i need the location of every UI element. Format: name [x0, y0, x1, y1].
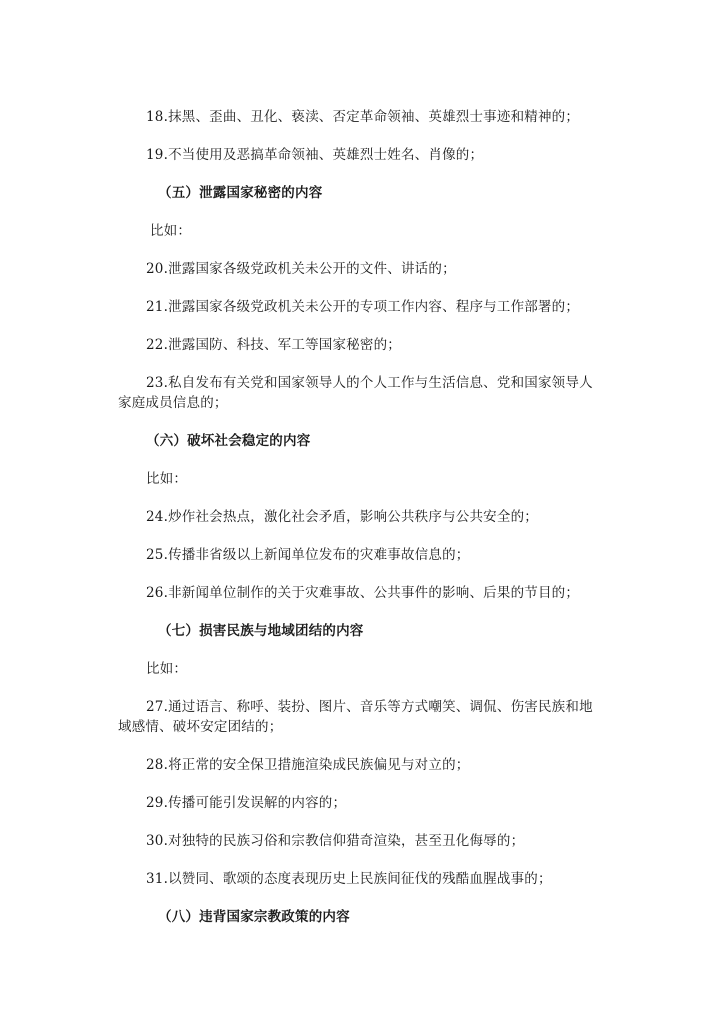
item-18: 18.抹黑、歪曲、丑化、亵渎、否定革命领袖、英雄烈士事迹和精神的； [146, 109, 580, 125]
item-28: 28.将正常的安全保卫措施渲染成民族偏见与对立的； [146, 757, 470, 773]
item-20: 20.泄露国家各级党政机关未公开的文件、讲话的； [146, 261, 456, 277]
example-label: 比如： [146, 661, 188, 677]
item-27-line-2: 域感情、破坏安定团结的； [118, 719, 283, 735]
item-23-line-2: 家庭成员信息的； [118, 395, 228, 411]
item-22: 22.泄露国防、科技、军工等国家秘密的； [146, 337, 401, 353]
item-23-line-1: 23.私自发布有关党和国家领导人的个人工作与生活信息、党和国家领导人 [146, 375, 593, 391]
example-label: 比如： [150, 223, 192, 239]
section-heading-7: （七）损害民族与地域团结的内容 [158, 623, 364, 639]
section-heading-5: （五）泄露国家秘密的内容 [158, 185, 323, 201]
item-27-line-1: 27.通过语言、称呼、装扮、图片、音乐等方式嘲笑、调侃、伤害民族和地 [146, 699, 593, 715]
item-19: 19.不当使用及恶搞革命领袖、英雄烈士姓名、肖像的； [146, 147, 484, 163]
section-heading-8: （八）违背国家宗教政策的内容 [158, 909, 350, 925]
item-29: 29.传播可能引发误解的内容的； [146, 795, 347, 811]
section-heading-6: （六）破坏社会稳定的内容 [146, 433, 311, 449]
item-30: 30.对独特的民族习俗和宗教信仰猎奇渲染，甚至丑化侮辱的； [146, 833, 525, 849]
item-21: 21.泄露国家各级党政机关未公开的专项工作内容、程序与工作部署的； [146, 299, 580, 315]
item-26: 26.非新闻单位制作的关于灾难事故、公共事件的影响、后果的节目的； [146, 585, 580, 601]
example-label: 比如： [146, 471, 188, 487]
item-24: 24.炒作社会热点，激化社会矛盾，影响公共秩序与公共安全的； [146, 509, 538, 525]
item-31: 31.以赞同、歌颂的态度表现历史上民族间征伐的残酷血腥战事的； [146, 871, 552, 887]
item-25: 25.传播非省级以上新闻单位发布的灾难事故信息的； [146, 547, 470, 563]
